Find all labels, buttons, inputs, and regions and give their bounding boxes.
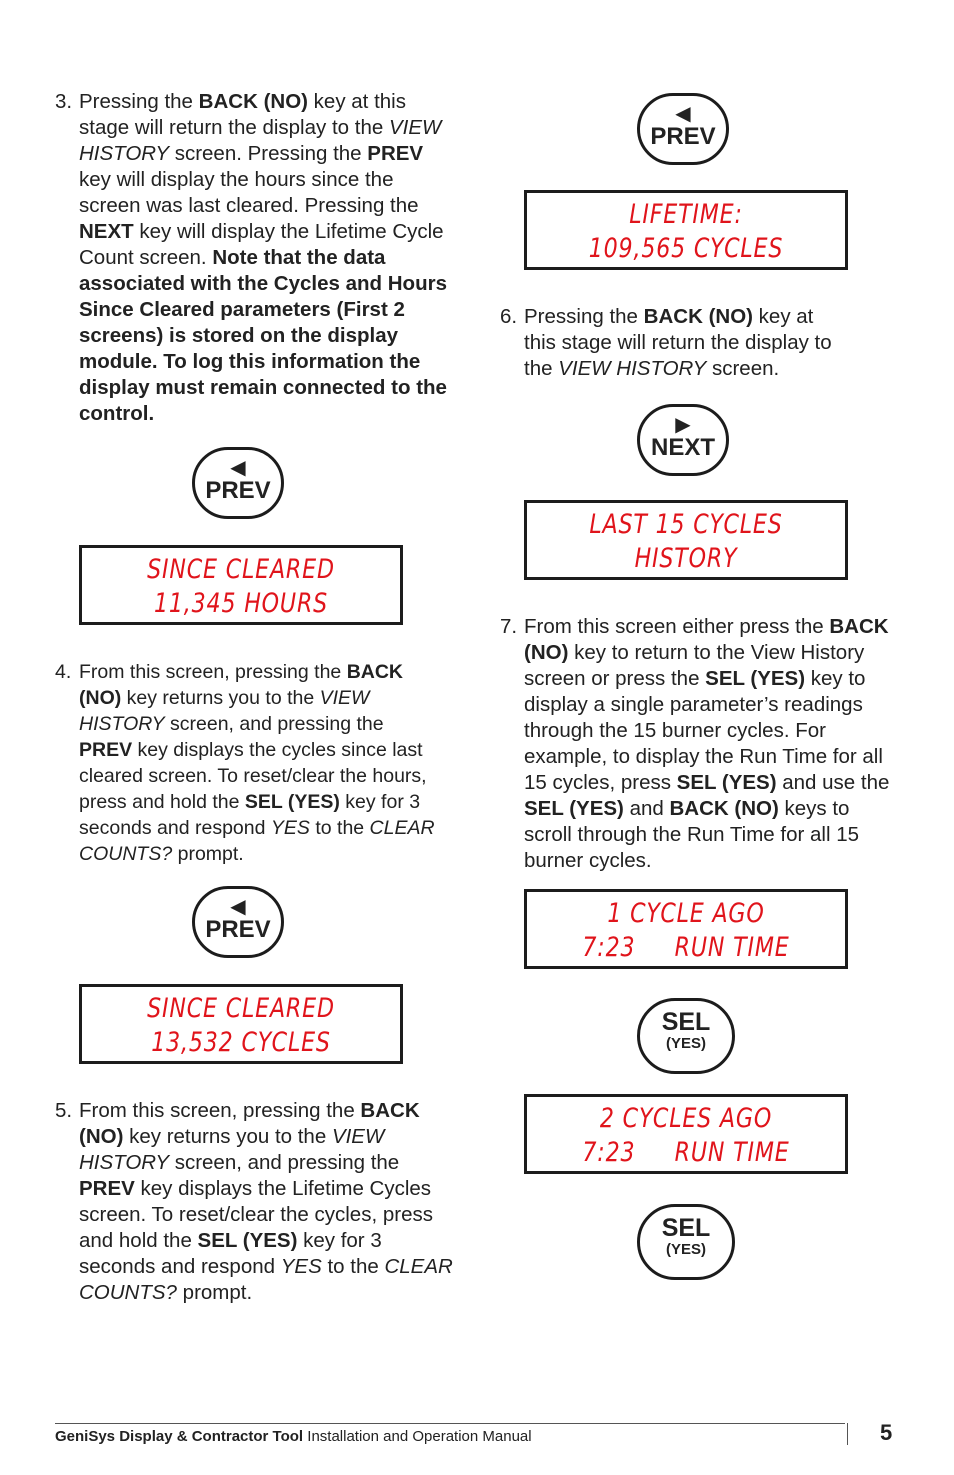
- prev-arrow-icon: ◀: [675, 103, 691, 125]
- display-hours: SINCE CLEARED 11,345 HOURS: [79, 545, 403, 625]
- page-number: 5: [880, 1420, 893, 1445]
- step-4: 4. From this screen, pressing the BACK (NO) key returns you to the VIEW HISTORY screen, and pressing the PREV key displays the cycles since last cleared screen. To reset/clear the hours, press and hold the SEL (YES) key for 3 seconds and respond YES to the CLEAR COUNTS? prompt.: [55, 661, 435, 865]
- display-last15: LAST 15 CYCLES HISTORY: [524, 500, 848, 580]
- footer-title: GeniSys Display & Contractor Tool: [55, 1428, 304, 1445]
- prev-key: ◀ PREV: [192, 447, 284, 519]
- display-1-cycle-ago: 1 CYCLE AGO 7:23 RUN TIME: [524, 889, 848, 969]
- step-number: 3.: [55, 90, 73, 113]
- step-number: 5.: [55, 1099, 73, 1122]
- step-number: 4.: [55, 661, 72, 683]
- display-lifetime: LIFETIME: 109,565 CYCLES: [524, 190, 848, 270]
- footer-subtitle: Installation and Operation Manual: [303, 1428, 532, 1445]
- step-5: 5. From this screen, pressing the BACK (NO) key returns you to the VIEW HISTORY screen, and pressing the PREV key displays the Lifetime Cycles screen. To reset/clear the cycles, press and hold the SEL (YES) key for 3 seconds and respond YES to the CLEAR COUNTS? prompt.: [55, 1099, 453, 1304]
- step-6: 6. Pressing the BACK (NO) key at this stage will return the display to the VIEW HISTORY screen.: [500, 305, 832, 380]
- prev-arrow-icon: ◀: [230, 896, 246, 918]
- next-arrow-icon: ▶: [675, 414, 691, 436]
- display-cycles: SINCE CLEARED 13,532 CYCLES: [79, 984, 403, 1064]
- prev-key: ◀ PREV: [637, 93, 729, 165]
- footer: [55, 1428, 532, 1445]
- step-number: 7.: [500, 615, 518, 638]
- sel-key: SEL (YES): [637, 1204, 735, 1280]
- next-key: ▶ NEXT: [637, 404, 729, 476]
- prev-key: ◀ PREV: [192, 886, 284, 958]
- step-3: 3. Pressing the BACK (NO) key at this stage will return the display to the VIEW HISTORY screen. Pressing the PREV key will display the hours since the screen was last cleared. Pressing the NEXT key will display the Lifetime Cycle Count screen. Note that the data associated with the Cycles and Hours Since Cleared parameters (First 2 screens) is stored on the display module. To log this information the display must remain connected to the control.: [55, 90, 447, 425]
- step-number: 6.: [500, 305, 518, 328]
- step-7: 7. From this screen either press the BACK (NO) key to return to the View History screen or press the SEL (YES) key to display a single parameter’s readings through the 15 burner cycles. For example, to display the Run Time for all 15 cycles, press SEL (YES) and use the SEL (YES) and BACK (NO) keys to scroll through the Run Time for all 15 burner cycles.: [500, 615, 890, 872]
- footer-rule: [55, 1423, 845, 1424]
- prev-arrow-icon: ◀: [230, 457, 246, 479]
- footer-divider: [847, 1423, 848, 1445]
- sel-key: SEL (YES): [637, 998, 735, 1074]
- display-2-cycles-ago: 2 CYCLES AGO 7:23 RUN TIME: [524, 1094, 848, 1174]
